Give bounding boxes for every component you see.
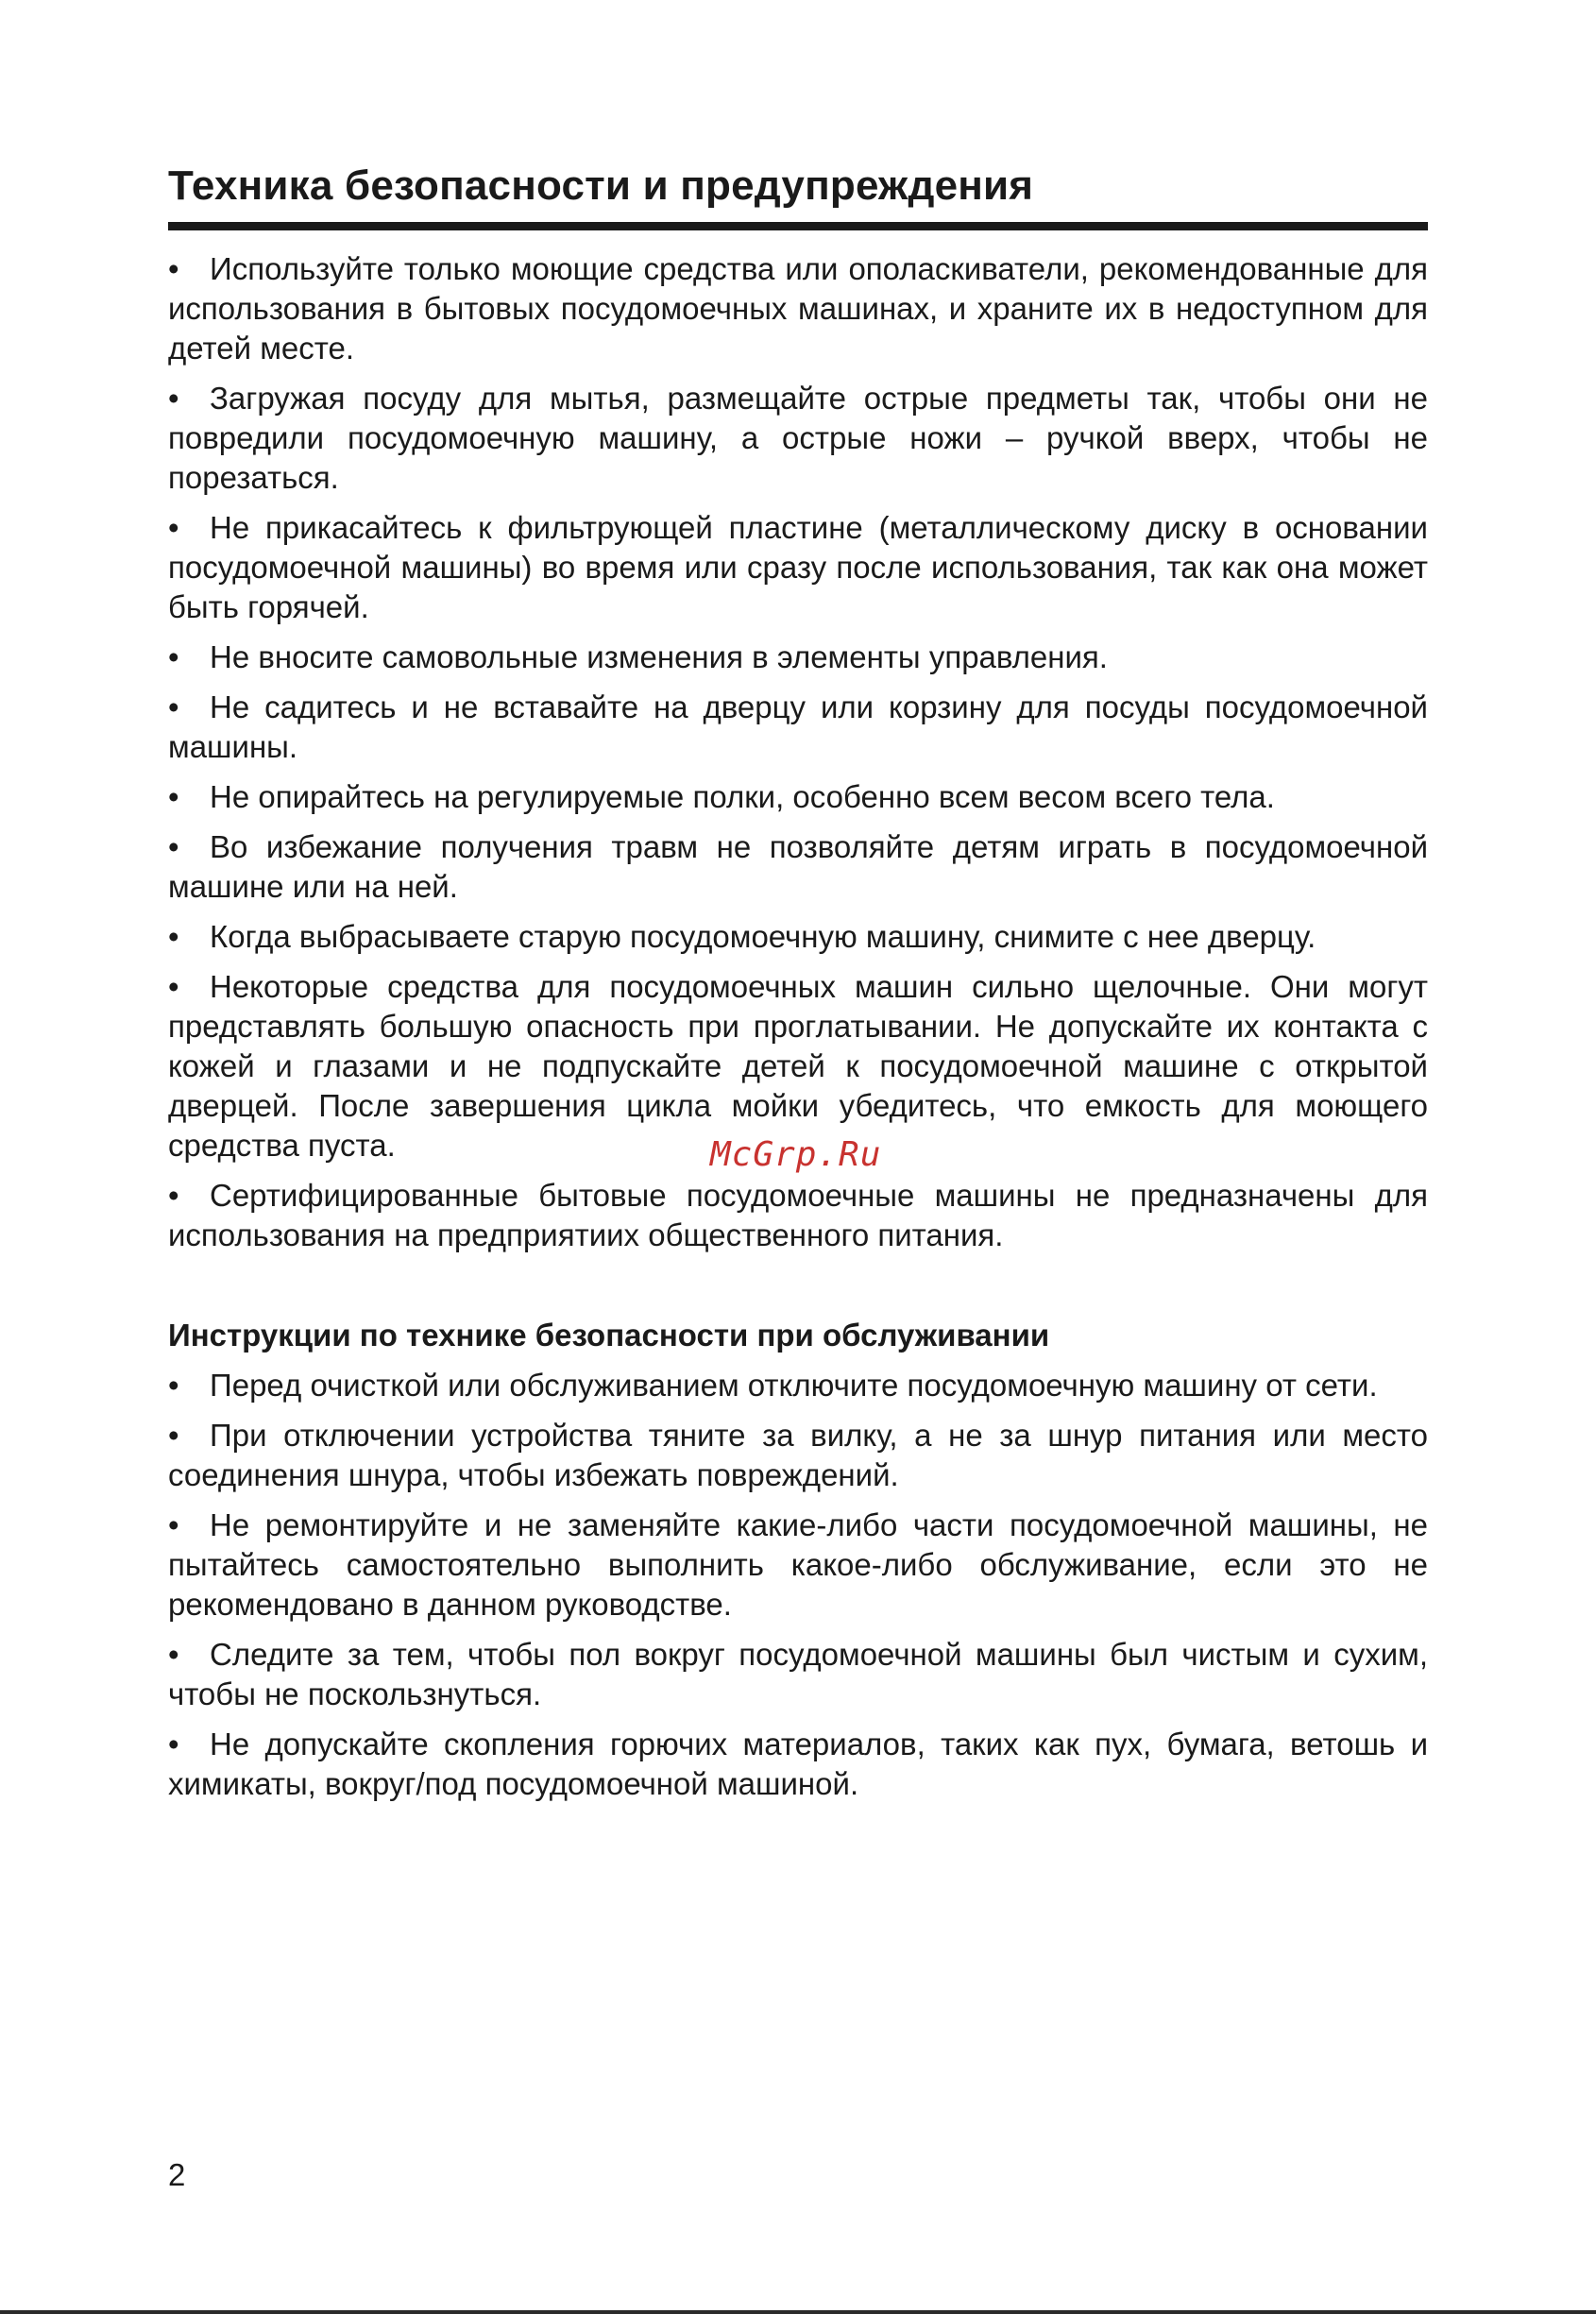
list-item-text: Не опирайтесь на регулируемые полки, особенно всем весом всего тела.	[210, 779, 1275, 814]
list-item	[168, 379, 1428, 498]
list-item-text: Загружая посуду для мытья, размещайте острые предметы так, чтобы они не повредили посудомоечную машину, а острые ножи – ручкой вверх, чтобы не порезаться.	[168, 381, 1428, 495]
list-item-text: Во избежание получения травм не позволяйте детям играть в посудомоечной машине или на ней.	[168, 829, 1428, 904]
bullet: •	[168, 1178, 179, 1213]
list-item	[168, 249, 1428, 368]
list-item-text: Не допускайте скопления горючих материалов, таких как пух, бумага, ветошь и химикаты, вокруг/под посудомоечной машиной.	[168, 1727, 1428, 1801]
bullet: •	[168, 779, 179, 814]
bullet: •	[168, 510, 179, 545]
bullet: •	[168, 639, 179, 674]
list-item	[168, 1366, 1428, 1405]
page-bottom-rule	[0, 2310, 1596, 2314]
list-item-text: Когда выбрасываете старую посудомоечную машину, снимите с нее дверцу.	[210, 919, 1316, 954]
list-item-text: Перед очисткой или обслуживанием отключите посудомоечную машину от сети.	[210, 1368, 1378, 1403]
page-title: Техника безопасности и предупреждения	[168, 156, 1428, 230]
list-item-text: Следите за тем, чтобы пол вокруг посудомоечной машины был чистым и сухим, чтобы не поскользнуться.	[168, 1637, 1428, 1711]
bullet: •	[168, 969, 179, 1004]
bullet: •	[168, 689, 179, 724]
bullet: •	[168, 1637, 179, 1672]
list-item	[168, 1506, 1428, 1625]
maintenance-list	[168, 1366, 1428, 1804]
bullet: •	[168, 829, 179, 864]
maintenance-heading: Инструкции по технике безопасности при обслуживании	[168, 1318, 1050, 1353]
list-item	[168, 508, 1428, 627]
list-item-text: Не вносите самовольные изменения в элементы управления.	[210, 639, 1108, 674]
list-item	[168, 638, 1428, 677]
bullet: •	[168, 919, 179, 954]
safety-warnings-list	[168, 249, 1428, 1255]
list-item	[168, 1416, 1428, 1495]
bullet: •	[168, 1727, 179, 1761]
list-item	[168, 688, 1428, 767]
list-item	[168, 1725, 1428, 1804]
list-item	[168, 917, 1428, 957]
bullet: •	[168, 251, 179, 286]
bullet: •	[168, 1418, 179, 1453]
list-item-text: Не садитесь и не вставайте на дверцу или корзину для посуды посудомоечной машины.	[168, 689, 1428, 764]
list-item	[168, 1635, 1428, 1714]
list-item-text: При отключении устройства тяните за вилку, а не за шнур питания или место соединения шнура, чтобы избежать повреждений.	[168, 1418, 1428, 1492]
list-item	[168, 777, 1428, 817]
bullet: •	[168, 1507, 179, 1542]
watermark: McGrp.Ru	[710, 1135, 882, 1174]
list-item	[168, 827, 1428, 907]
bullet: •	[168, 1368, 179, 1403]
document-page	[168, 156, 1428, 1814]
list-item-text: Сертифицированные бытовые посудомоечные машины не предназначены для использования на предприятиих общественного питания.	[168, 1178, 1428, 1252]
bullet: •	[168, 381, 179, 416]
list-item	[168, 1176, 1428, 1255]
list-item-text: Используйте только моющие средства или ополаскиватели, рекомендованные для использования в бытовых посудомоечных машинах, и храните их в недоступном для детей месте.	[168, 251, 1428, 366]
list-item-text: Не ремонтируйте и не заменяйте какие-либо части посудомоечной машины, не пытайтесь самостоятельно выполнить какое-либо обслуживание, если это не рекомендовано в данном руководстве.	[168, 1507, 1428, 1622]
list-item-text: Некоторые средства для посудомоечных машин сильно щелочные. Они могут представлять большую опасность при проглатывании. Не допускайте их контакта с кожей и глазами и не подпускайте детей к посудомоечной машине с открытой дверцей. После завершения цикла мойки убедитесь, что емкость для моющего средства пуста.	[168, 969, 1428, 1163]
page-number: 2	[168, 2157, 186, 2192]
list-item-text: Не прикасайтесь к фильтрующей пластине (металлическому диску в основании посудомоечной машины) во время или сразу после использования, так как она может быть горячей.	[168, 510, 1428, 624]
